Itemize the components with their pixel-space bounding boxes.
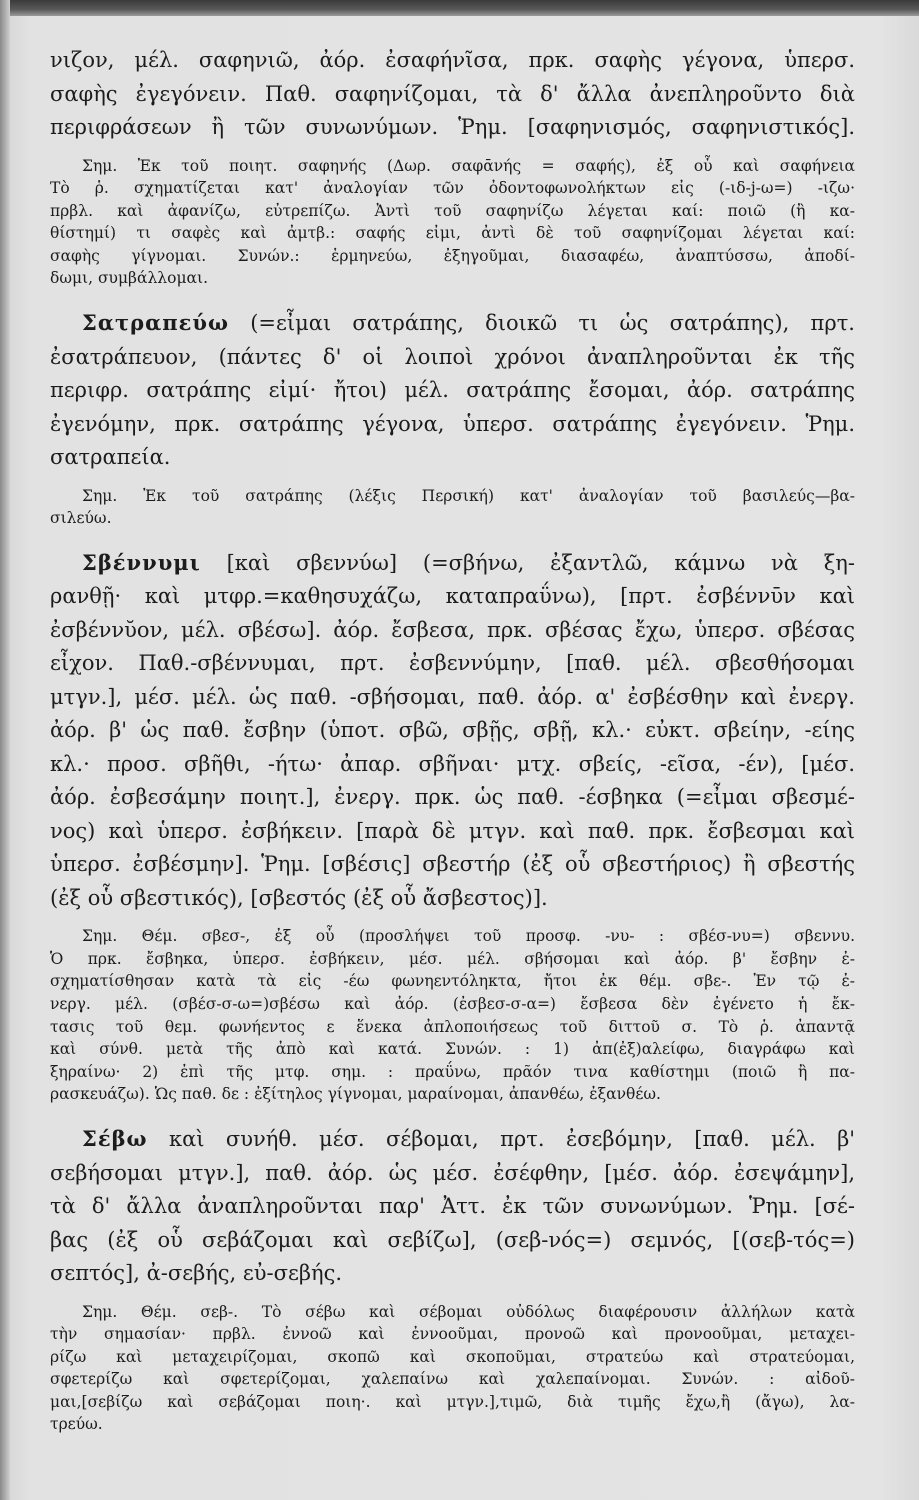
note-line: τασις τοῦ θεμ. φωνήεντος ε ἕνεκα ἀπλοποιήσεως τοῦ διττοῦ σ. Τὸ ῥ. ἀπαντᾷ [50, 1017, 855, 1036]
text-line: καὶ συνήθ. μέσ. σέβομαι, πρτ. ἐσεβόμην, [παθ. μέλ. β' [168, 1127, 855, 1151]
entry-headword: Σβέννυμι [82, 549, 201, 575]
text-line: σατραπεία. [50, 445, 171, 470]
note-line: Σημ. Θέμ. σβεσ-, ἐξ οὗ (προσλήψει τοῦ προσφ. -νυ- : σβέσ-νυ=) σβεννυ. [82, 927, 855, 946]
text-line: ἐσατράπευον, (πάντες δ' οἱ λοιποὶ χρόνοι ἀναπληροῦνται ἐκ τῆς [50, 344, 855, 369]
note-line: Τὸ ῥ. σχηματίζεται κατ' ἀναλογίαν τῶν ὀδοντοφωνολήκτων εἰς (-ιδ-j-ω=) -ιζω· [50, 179, 855, 198]
note-line: ρίζω καὶ μεταχειρίζομαι, σκοπῶ καὶ σκοποῦμαι, στρατεύω καὶ στρατεύομαι, [50, 1347, 855, 1366]
text-line: σεπτός], ἀ-σεβής, εὐ-σεβής. [50, 1261, 343, 1285]
note-line: καὶ σύνθ. μετὰ τῆς ἀπὸ καὶ κατά. Συνών. : 1) ἀπ(ἐξ)αλείφω, διαγράφω καὶ [50, 1040, 855, 1059]
entry-continuation [50, 44, 855, 145]
text-line: περιφράσεων ἢ τῶν συνωνύμων. Ῥημ. [σαφηνισμός, σαφηνιστικός]. [50, 115, 855, 139]
page-text [50, 44, 855, 1436]
text-line: σεβήσομαι μτγν.], παθ. ἀόρ. ὡς μέσ. ἐσέφθην, [μέσ. ἀόρ. ἐσεψάμην], [50, 1160, 855, 1185]
dictionary-entry [50, 1122, 855, 1291]
entry-first-line [50, 306, 855, 341]
text-line: περιφρ. σατράπης εἰμί· ἤτοι) μέλ. σατράπης ἔσομαι, ἀόρ. σατράπης [50, 378, 855, 403]
note-line: σαφὴς γίγνομαι. Συνών.: ἑρμηνεύω, ἐξηγοῦμαι, διασαφέω, ἀναπτύσσω, ἀποδί- [50, 246, 855, 265]
text-line: ὑπερσ. ἐσβέσμην]. Ῥημ. [σβέσις] σβεστήρ (ἐξ οὗ σβεστήριος) ἢ σβεστής [50, 852, 855, 877]
text-line: εἶχον. Παθ.-σβέννυμαι, πρτ. ἐσβεννύμην, [παθ. μέλ. σβεσθήσομαι [50, 651, 855, 676]
text-line: σαφὴς ἐγεγόνειν. Παθ. σαφηνίζομαι, τὰ δ' ἄλλα ἀνεπληροῦντο διὰ [50, 81, 855, 106]
note-line: μαι,[σεβίζω καὶ σεβάζομαι ποιη·. καὶ μτγν.],τιμῶ, διὰ τιμῆς ἔχω,ἢ (ἄγω), λα- [50, 1392, 855, 1411]
note-line: δωμι, συμβάλλομαι. [50, 269, 209, 288]
note-line: Σημ. Θέμ. σεβ-. Τὸ σέβω καὶ σέβομαι οὐδόλως διαφέρουσιν ἀλλήλων κατὰ [82, 1302, 855, 1321]
scan-left-edge [0, 0, 10, 1500]
text-line: ἐσβέννῠον, μέλ. σβέσω]. ἀόρ. ἔσβεσα, πρκ. σβέσας ἔχω, ὑπερσ. σβέσας [50, 617, 855, 642]
text-line: νιζον, μέλ. σαφηνιῶ, ἀόρ. ἐσαφήνῖσα, πρκ. σαφὴς γέγονα, ὑπερσ. [50, 48, 855, 72]
note-line: τρεύω. [50, 1415, 103, 1434]
text-line: βας (ἐξ οὗ σεβάζομαι καὶ σεβίζω], (σεβ-νός=) σεμνός, [(σεβ-τός=) [50, 1227, 855, 1252]
note-line: σιλεύω. [50, 509, 112, 528]
note-line: σφετερίζω καὶ σφετερίζομαι, χαλεπαίνω καὶ χαλεπαίνομαι. Συνών. : αἰδοῦ- [50, 1370, 855, 1389]
scan-top-edge [0, 0, 919, 16]
dictionary-entry [50, 306, 855, 475]
text-line: ρανθῇ· καὶ μτφρ.=καθησυχάζω, καταπραΰνω), [πρτ. ἐσβέννῡν καὶ [50, 584, 855, 609]
dictionary-entry [50, 546, 855, 916]
entry-headword: Σέβω [82, 1126, 148, 1151]
note-line: πρβλ. καὶ ἀφανίζω, εὐτρεπίζω. Ἀντὶ τοῦ σαφηνίζω λέγεται καί: ποιῶ (ἢ κα- [50, 201, 855, 220]
text-line: τὰ δ' ἄλλα ἀναπληροῦνται παρ' Ἀττ. ἐκ τῶν συνωνύμων. Ῥημ. [σέ- [50, 1194, 855, 1218]
text-line: κλ.· προσ. σβῆθι, -ήτω· ἀπαρ. σβῆναι· μτχ. σβείς, -εῖσα, -έν), [μέσ. [50, 751, 855, 776]
text-line: ἀόρ. β' ὡς παθ. ἔσβην (ὑποτ. σβῶ, σβῇς, σβῇ, κλ.· εὐκτ. σβείην, -είης [50, 718, 855, 743]
note-line: ξηραίνω· 2) ἐπὶ τῆς μτφ. σημ. : πραΰνω, πρᾶόν τινα καθίστημι (ποιῶ ἢ πα- [50, 1062, 855, 1081]
note-line: Ὁ πρκ. ἔσβηκα, ὑπερσ. ἐσβήκειν, μέσ. μέλ. σβήσομαι καὶ ἀόρ. β' ἔσβην ἐ- [50, 949, 855, 968]
entry-first-line [50, 546, 855, 581]
note-line: νεργ. μέλ. (σβέσ-σ-ω=)σβέσω καὶ ἀόρ. (ἐσβεσ-σ-α=) ἔσβεσα δὲν ἐγένετο ἡ ἔκ- [50, 995, 855, 1014]
text-line: [καὶ σβεννύω] (=σβήνω, ἐξαντλῶ, κάμνω νὰ ξη- [226, 550, 855, 575]
text-line: ἀόρ. ἐσβεσάμην ποιητ.], ἐνεργ. πρκ. ὡς παθ. -έσβηκα (=εἶμαι σβεσμέ- [50, 785, 855, 810]
note-line: ρασκευάζω). Ὡς παθ. δε : ἐξίτηλος γίγνομαι, μαραίνομαι, ἀπανθέω, ἐξανθέω. [50, 1085, 661, 1104]
text-line: μτγν.], μέσ. μέλ. ὡς παθ. -σβήσομαι, παθ. ἀόρ. α' ἐσβέσθην καὶ ἐνεργ. [50, 684, 855, 709]
note-block [50, 1301, 855, 1437]
text-line: ἐγενόμην, πρκ. σατράπης γέγονα, ὑπερσ. σατράπης ἐγεγόνειν. Ῥημ. [50, 411, 855, 436]
note-block [50, 925, 855, 1106]
text-line: νος) καὶ ὑπερσ. ἐσβήκειν. [παρὰ δὲ μτγν. καὶ παθ. πρκ. ἔσβεσμαι καὶ [50, 818, 855, 843]
note-line: σχηματίσθησαν κατὰ τὰ εἰς -έω φωνηεντόληκτα, ἤτοι ἐκ θέμ. σβε-. Ἐν τῷ ἐ- [50, 972, 855, 991]
note-block [50, 155, 855, 291]
note-block [50, 485, 855, 530]
note-line: τὴν σημασίαν· πρβλ. ἐννοῶ καὶ ἐννοοῦμαι, προνοῶ καὶ προνοοῦμαι, μεταχει- [50, 1325, 855, 1344]
note-line: θίστημί) τι σαφὲς καὶ ἀμτβ.: σαφής εἰμι, ἀντὶ δὲ τοῦ σαφηνίζομαι λέγεται καί: [50, 224, 855, 243]
entry-first-line [50, 1122, 855, 1157]
note-line: Σημ. Ἐκ τοῦ ποιητ. σαφηνής (Δωρ. σαφᾱνής = σαφής), ἐξ οὗ καὶ σαφήνεια [82, 156, 855, 175]
text-line: (ἐξ οὗ σβεστικός), [σβεστός (ἐξ οὗ ἄσβεστος)]. [50, 885, 548, 910]
text-line: (=εἶμαι σατράπης, διοικῶ τι ὡς σατράπης), πρτ. [250, 311, 855, 336]
entry-headword: Σατραπεύω [82, 310, 229, 336]
note-line: Σημ. Ἐκ τοῦ σατράπης (λέξις Περσική) κατ' ἀναλογίαν τοῦ βασιλεύς—βα- [82, 486, 855, 505]
